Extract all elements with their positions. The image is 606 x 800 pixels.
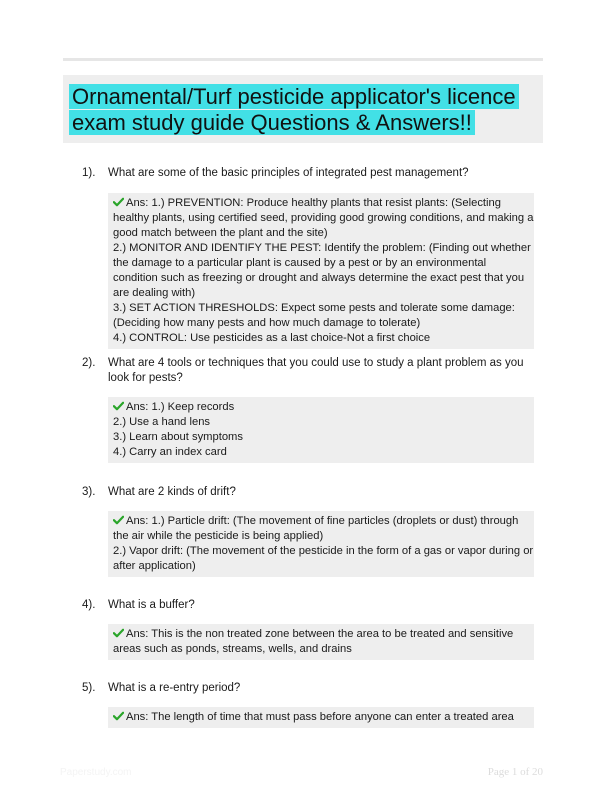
answer-line: 2.) Vapor drift: (The movement of the pesticide in the form of a gas or vapor during or after application)	[113, 545, 534, 572]
answer-line	[113, 710, 534, 725]
answer-line	[113, 514, 534, 544]
check-icon	[113, 401, 124, 411]
check-icon	[113, 515, 124, 525]
answer-text: Ans: 1.) Keep records	[126, 401, 235, 413]
page-indicator: Page 1 of 20	[487, 766, 543, 778]
footer-site-watermark: Paperstudy.com	[60, 767, 132, 778]
answer-line: 3.) Learn about symptoms	[113, 431, 243, 443]
check-icon	[113, 628, 124, 638]
top-divider	[63, 58, 543, 61]
check-icon	[113, 197, 124, 207]
document-title	[69, 84, 529, 136]
answer-box	[108, 707, 534, 728]
answer-box	[108, 397, 534, 463]
question-text: What are 2 kinds of drift?	[108, 486, 236, 498]
question-number: 3).	[82, 486, 96, 498]
answer-text: Ans: This is the non treated zone between the area to be treated and sensitive areas such as ponds, streams, wells, and drains	[113, 628, 514, 655]
question-number: 4).	[82, 599, 96, 611]
answer-text: Ans: 1.) PREVENTION: Produce healthy plants that resist plants: (Selecting healthy plants, using certified seed, providing good growing conditions, and making a good match between the plant and the site)	[113, 197, 534, 239]
answer-line: 3.) SET ACTION THRESHOLDS: Expect some pests and tolerate some damage: (Deciding how many pests and how much damage to tolerate)	[113, 302, 515, 329]
check-icon	[113, 711, 124, 721]
answer-line: 4.) CONTROL: Use pesticides as a last choice-Not a first choice	[113, 332, 431, 344]
question-text: What is a buffer?	[108, 599, 195, 611]
answer-box	[108, 511, 534, 577]
question-number: 1).	[82, 167, 96, 179]
answer-line: 2.) Use a hand lens	[113, 416, 211, 428]
answer-box	[108, 624, 534, 660]
answer-box	[108, 193, 534, 349]
answer-text: Ans: 1.) Particle drift: (The movement of fine particles (droplets or dust) through the air while the pesticide is being applied)	[113, 515, 519, 542]
answer-line	[113, 196, 534, 241]
question-number: 2).	[82, 357, 96, 369]
question-number: 5).	[82, 682, 96, 694]
answer-text: Ans: The length of time that must pass before anyone can enter a treated area	[126, 711, 514, 723]
answer-line	[113, 400, 534, 415]
answer-line: 2.) MONITOR AND IDENTIFY THE PEST: Identify the problem: (Finding out whether the damage to a particular plant is caused by a pest or by an environmental condition such as freezing or drought and always determine the exact pest that you are dealing with)	[113, 242, 531, 299]
question-text: What is a re-entry period?	[108, 682, 241, 694]
question-text: What are some of the basic principles of integrated pest management?	[108, 167, 469, 179]
answer-line	[113, 627, 534, 657]
question-text: What are 4 tools or techniques that you could use to study a plant problem as you look for pests?	[108, 357, 524, 384]
document-title-text: Ornamental/Turf pesticide applicator's licence exam study guide Questions & Answers!!	[69, 84, 519, 135]
answer-line: 4.) Carry an index card	[113, 446, 227, 458]
